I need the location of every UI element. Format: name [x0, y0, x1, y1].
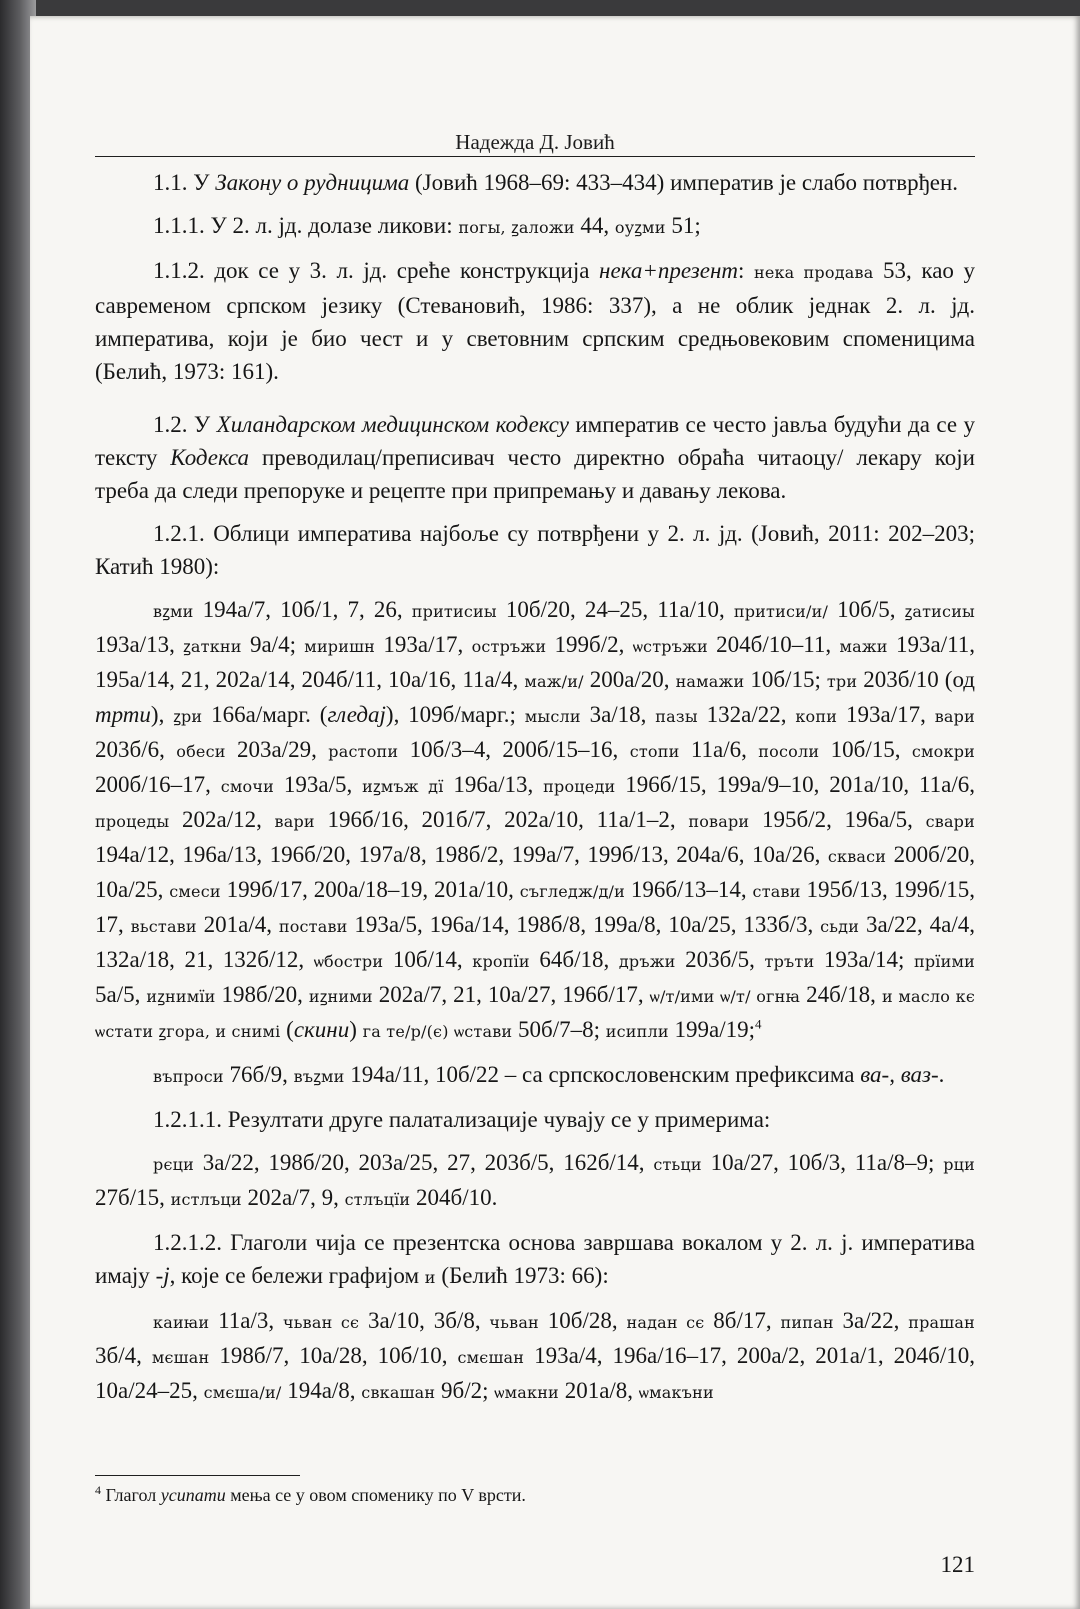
paragraph-1-2-1-1: 1.2.1.1. Резултати друге палатализације чувају се у примерима:: [153, 1107, 771, 1132]
footnote-ref-4[interactable]: 4: [755, 1016, 762, 1032]
page-number: 121: [940, 1552, 975, 1577]
examples-palatalization: рєци 3а/22, 198б/20, 203а/25, 27, 203б/5, 162б/14, стьци 10а/27, 10б/3, 11а/8–9; рци 27б/15, истлъци 202а/7, 9, стлъцїи 204б/10.: [95, 1150, 975, 1210]
paragraph-1-1: 1.1. У Закону о рудницима (Јовић 1968–69: 433–434) императив је слабо потврђен.: [153, 170, 959, 195]
examples-imperative-2sg: вꙁми 194а/7, 10б/1, 7, 26, притисиы 10б/20, 24–25, 11а/10, притиси/и/ 10б/5, ꙁатисиы 193а/13, ꙁаткни 9а/4; миришн 193а/17, остръжи 199б/2, ѡстръжи 204б/10–11, мажи 193а/11, 195а/14, 21, 202а/14, 204б/11, 10а/16, 11а/4, маж/и/ 200а/20, намажи 10б/15; три 203б/10 (од трти), ꙁри 166а/марг. (гледај), 109б/марг.; мысли 3а/18, пазы 132а/22, копи 193а/17, вари 203б/6, обеси 203а/29, растопи 10б/3–4, 200б/15–16, стопи 11а/6, посоли 10б/15, смокри 200б/16–17, смочи 193а/5, иꙁмъж дї 196а/13, процеди 196б/15, 199а/9–10, 201а/10, 11а/6, процеды 202а/12, вари 196б/16, 201б/7, 202а/10, 11а/1–2, повари 195б/2, 196а/5, свари 194а/12, 196а/13, 196б/20, 197а/8, 198б/2, 199а/7, 199б/13, 204а/6, 10а/26, скваси 200б/20, 10а/25, смеси 199б/17, 200а/18–19, 201а/10, съгледж/д/и 196б/13–14, стави 195б/13, 199б/15, 17, вьстави 201а/4, постави 193а/5, 196а/14, 198б/8, 199а/8, 10а/25, 133б/3, сьди 3а/22, 4а/4, 132а/18, 21, 132б/12, ѡбостри 10б/14, кропїи 64б/18, дръжи 203б/5, тръти 193а/14; прїими 5а/5, иꙁнимїи 198б/20, иꙁними 202а/7, 21, 10а/27, 196б/17, ѡ/т/ими ѡ/т/ огнꙗ 24б/18, и масло кє ѡстати ꙁгора, и снимі (скини) га те/р/(є) ѡстави 50б/7–8; исипли 199а/19;$^4$: [95, 597, 976, 1042]
paragraph-1-1-1: 1.1.1. У 2. л. јд. долазе ликови: погы, ꙁаложи 44, оуꙁми 51;: [153, 213, 701, 238]
paragraph-1-2-1: 1.2.1. Облици императива најбоље су потврђени у 2. л. јд. (Јовић, 2011: 202–203; Катић 1980):: [95, 521, 975, 579]
body-text: [95, 166, 975, 1419]
examples-vocalic-stems: каиꙗи 11а/3, чьван сє 3а/10, 3б/8, чьван 10б/28, надан сє 8б/17, пипан 3а/22, прашан 3б/4, мєшан 198б/7, 10а/28, 10б/10, смєшан 193а/4, 196а/16–17, 200а/2, 201а/1, 204б/10, 10а/24–25, смєша/и/ 194а/8, свкашан 9б/2; ѡмакни 201а/8, ѡмакъни: [95, 1308, 975, 1403]
examples-prefix: въпроси 76б/9, въꙁми 194а/11, 10б/22 – са српскословенским префиксима ва-, ваз-.: [153, 1062, 945, 1087]
footnote-rule: [95, 1475, 300, 1476]
header-rule: [95, 156, 975, 157]
footnote-4: $^4$ Глагол усипати мења се у овом споменику по V врсти.: [95, 1483, 526, 1505]
paragraph-1-2: 1.2. У Хиландарском медицинском кодексу императив се често јавља будући да се у тексту Кодекса преводилац/преписивач често директно обраћа читаоцу/ лекару који треба да следи препоруке и рецепте при припремању и давању лекова.: [95, 412, 975, 503]
paragraph-1-1-2: 1.1.2. док се у 3. л. јд. среће конструкција нека+презент: нека продава 53, као у савременом српском језику (Стевановић, 1986: 337), а не облик једнак 2. л. јд. императива, који је био чест и у световним српским средњовековим споменицима (Белић, 1973: 161).: [95, 258, 975, 384]
paragraph-1-2-1-2: 1.2.1.2. Глаголи чија се презентска основа завршава вокалом у 2. л. ј. императива имају -ј, које се бележи графијом и (Белић 1973: 66):: [95, 1230, 975, 1288]
running-head: Надежда Д. Јовић: [455, 130, 615, 154]
book-page: [30, 16, 1080, 1609]
